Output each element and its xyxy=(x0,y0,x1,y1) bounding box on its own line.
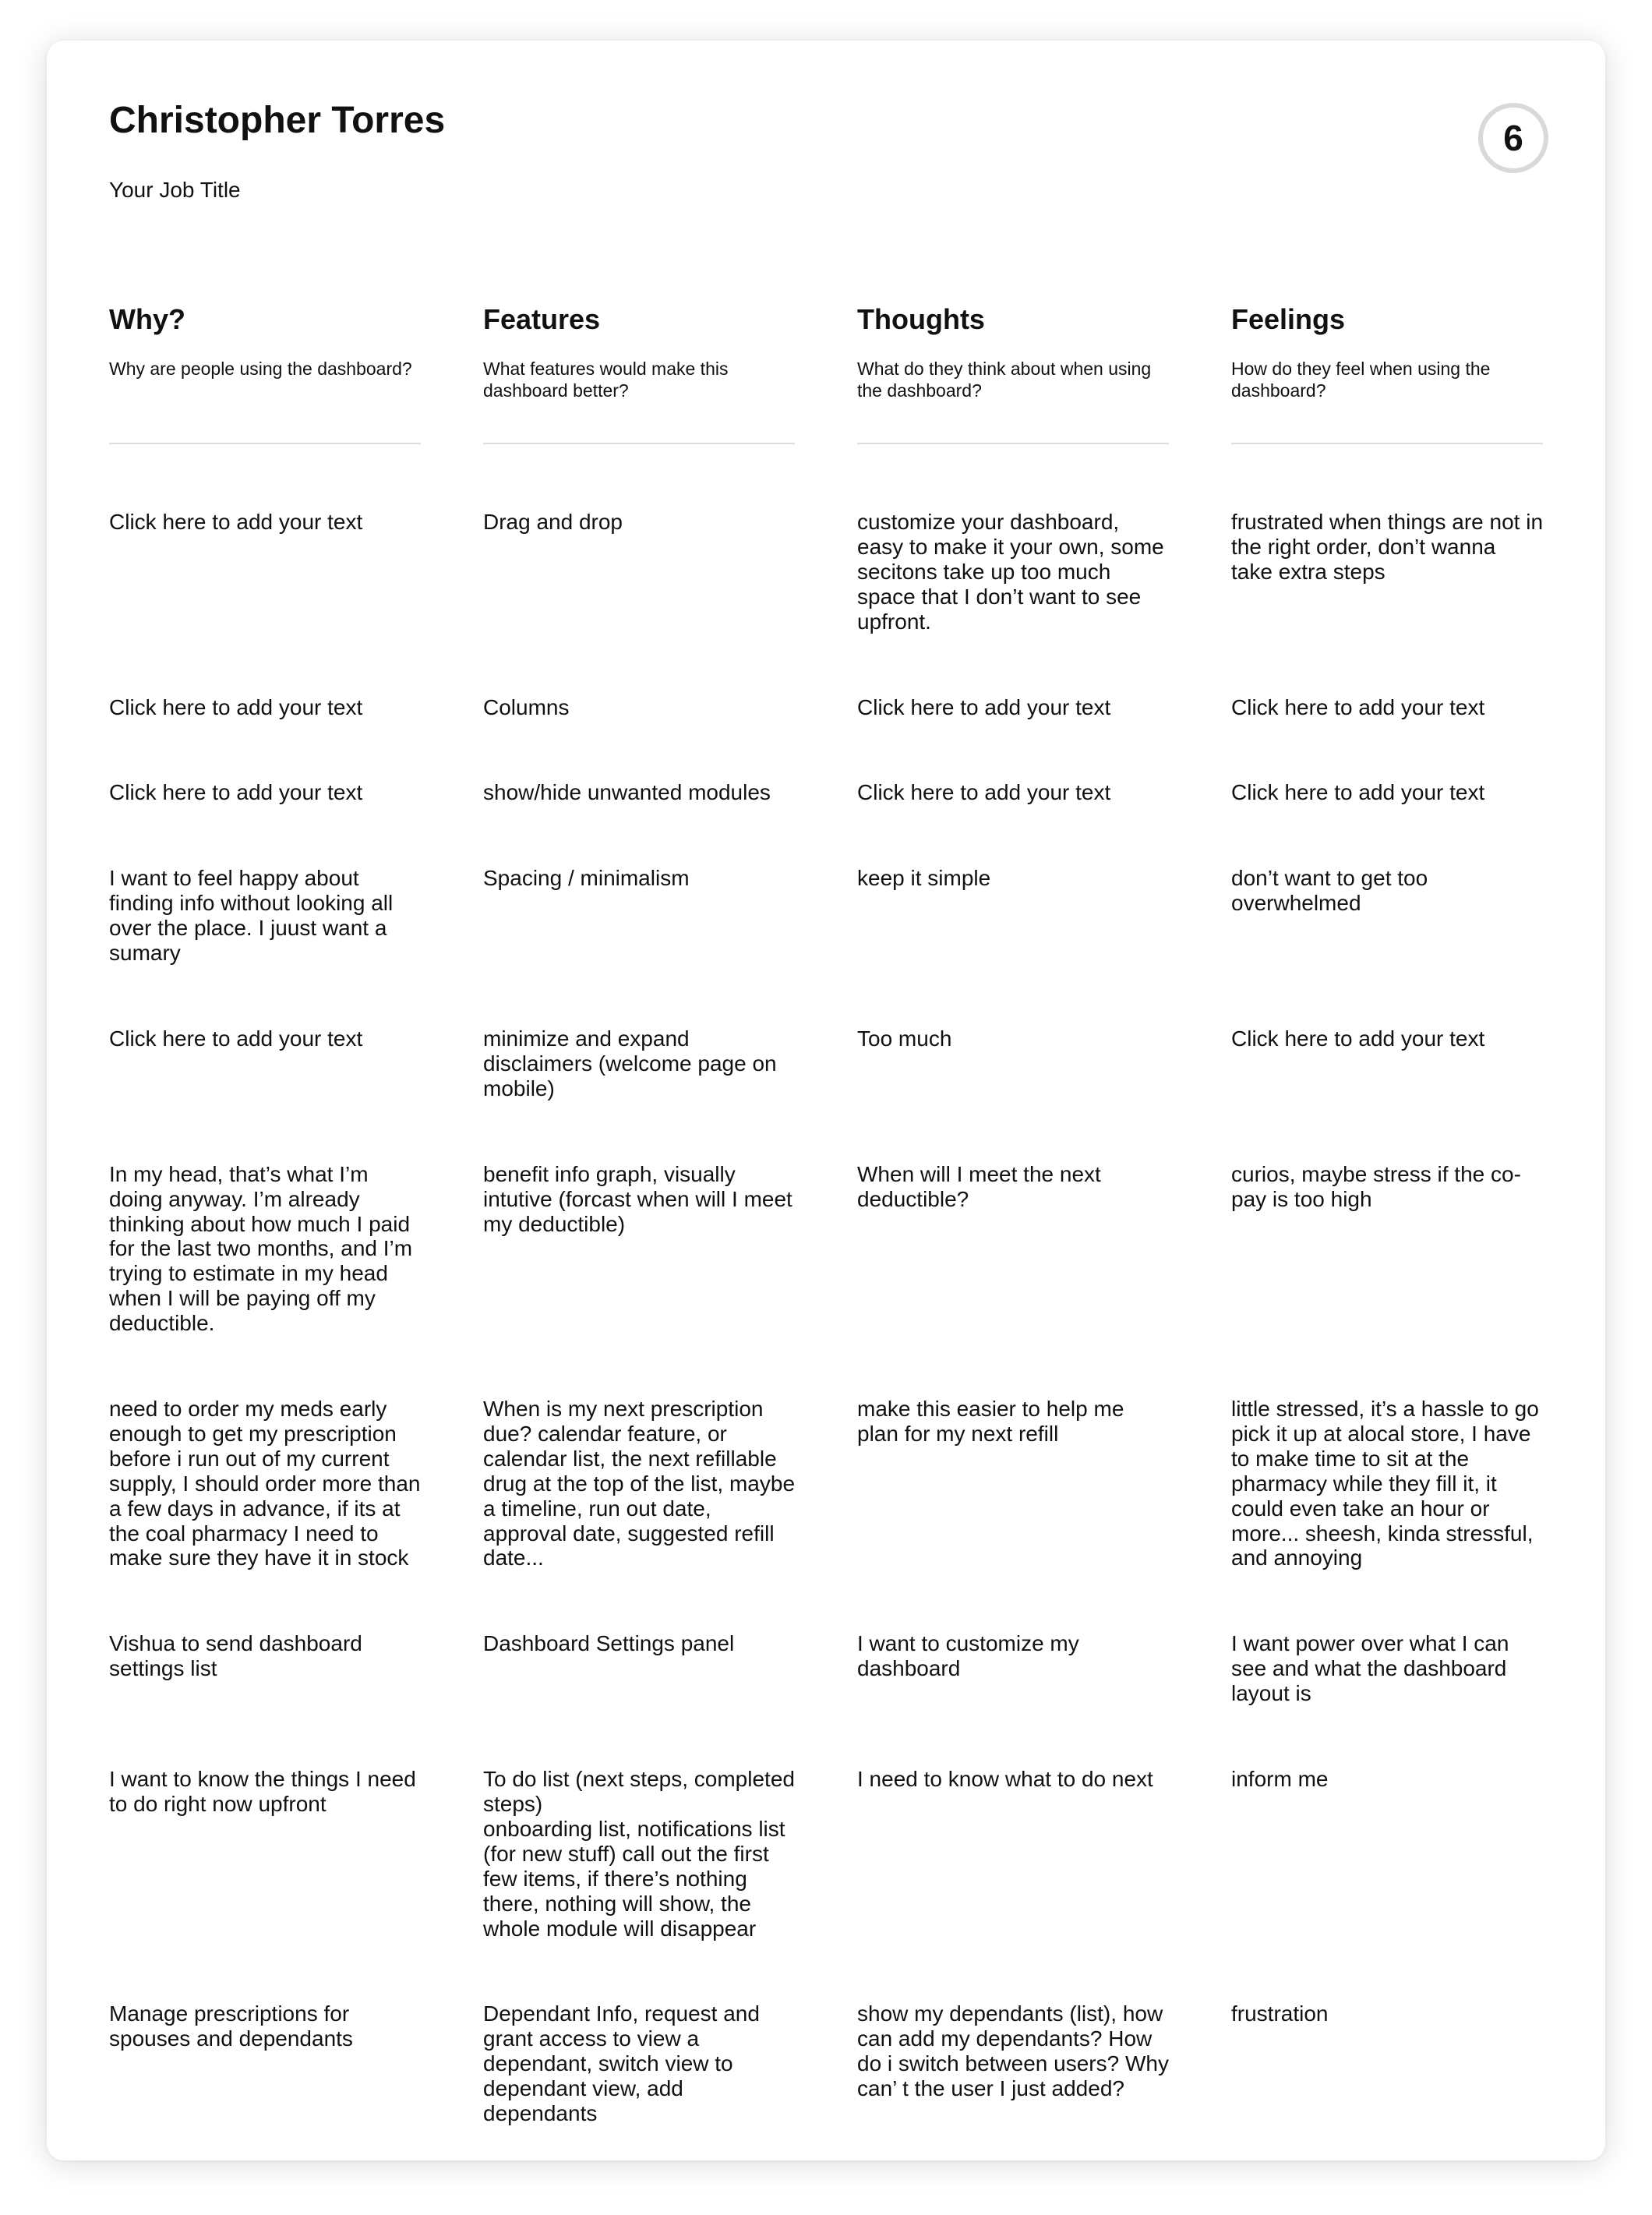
cell-features[interactable]: Columns xyxy=(483,694,570,719)
cell-features[interactable]: benefit info graph, visually intutive (forcast when will I meet my deductible) xyxy=(483,1161,792,1236)
cell-feelings[interactable]: I want power over what I can see and what the dashboard layout is xyxy=(1231,1631,1509,1706)
cell-features[interactable]: Drag and drop xyxy=(483,510,623,534)
cell-feelings[interactable]: Click here to add your text xyxy=(1231,780,1485,805)
cell-features[interactable]: Dependant Info, request and grant access to view a dependant, switch view to dependant view, add dependants xyxy=(483,2001,760,2126)
cell-thoughts[interactable]: Click here to add your text xyxy=(857,780,1111,805)
cell-feelings[interactable]: inform me xyxy=(1231,1767,1329,1792)
column-header-why xyxy=(109,265,421,444)
cell-thoughts[interactable]: show my dependants (list), how can add my dependants? How do i switch between users? Why can’ t the user I just added? xyxy=(857,2001,1169,2101)
cell-why[interactable]: Click here to add your text xyxy=(109,1026,363,1051)
cell-why[interactable]: Click here to add your text xyxy=(109,694,363,719)
column-title: Features xyxy=(483,303,601,335)
column-header-feelings xyxy=(1231,265,1543,444)
cell-features[interactable]: show/hide unwanted modules xyxy=(483,780,771,805)
empathy-grid xyxy=(109,265,1543,2126)
cell-thoughts[interactable]: Too much xyxy=(857,1026,952,1051)
column-subtitle: What features would make this dashboard better? xyxy=(483,359,729,401)
cell-why[interactable]: In my head, that’s what I’m doing anyway. I’m already thinking about how much I paid for the last two months, and I’m trying to estimate in my head when I will be paying off my deductible. xyxy=(109,1161,413,1336)
cell-feelings[interactable]: Click here to add your text xyxy=(1231,694,1485,719)
cell-thoughts[interactable]: I need to know what to do next xyxy=(857,1767,1153,1792)
persona-card xyxy=(47,41,1605,2160)
cell-feelings[interactable]: don’t want to get too overwhelmed xyxy=(1231,866,1428,916)
column-title: Why? xyxy=(109,303,185,335)
page-number-badge: 6 xyxy=(1478,103,1548,173)
cell-thoughts[interactable]: When will I meet the next deductible? xyxy=(857,1161,1101,1211)
column-header-features xyxy=(483,265,795,444)
cell-feelings[interactable]: Click here to add your text xyxy=(1231,1026,1485,1051)
cell-thoughts[interactable]: keep it simple xyxy=(857,866,991,891)
cell-feelings[interactable]: curios, maybe stress if the co-pay is too high xyxy=(1231,1161,1521,1211)
cell-features[interactable]: minimize and expand disclaimers (welcome page on mobile) xyxy=(483,1026,777,1100)
job-title[interactable]: Your Job Title xyxy=(109,178,241,202)
cell-features[interactable]: To do list (next steps, completed steps) onboarding list, notifications list (for new stuff) call out the first few items, if there’s nothing there, nothing will show, the whole module will disappear xyxy=(483,1767,795,1941)
column-subtitle: Why are people using the dashboard? xyxy=(109,359,412,380)
column-header-thoughts xyxy=(857,265,1169,444)
cell-thoughts[interactable]: customize your dashboard, easy to make it your own, some secitons take up too much space that I don’t want to see upfront. xyxy=(857,510,1164,634)
cell-why[interactable]: need to order my meds early enough to get my prescription before i run out of my current supply, I should order more than a few days in advance, if its at the coal pharmacy I need to make sure they have it in stock xyxy=(109,1397,421,1570)
cell-thoughts[interactable]: I want to customize my dashboard xyxy=(857,1631,1079,1681)
column-title: Feelings xyxy=(1231,303,1346,335)
cell-why[interactable]: Click here to add your text xyxy=(109,780,363,805)
cell-why[interactable]: Vishua to send dashboard settings list xyxy=(109,1631,362,1681)
cell-why[interactable]: I want to know the things I need to do right now upfront xyxy=(109,1767,416,1816)
column-subtitle: What do they think about when using the dashboard? xyxy=(857,359,1152,401)
cell-thoughts[interactable]: make this easier to help me plan for my next refill xyxy=(857,1397,1124,1446)
cell-why[interactable]: Manage prescriptions for spouses and dependants xyxy=(109,2001,353,2051)
persona-name[interactable]: Christopher Torres xyxy=(109,100,446,141)
cell-feelings[interactable]: little stressed, it’s a hassle to go pick it up at alocal store, I have to make time to sit at the pharmacy while they fill it, it could even take an hour or more... sheesh, kinda stressful, and annoying xyxy=(1231,1397,1539,1570)
cell-features[interactable]: When is my next prescription due? calendar feature, or calendar list, the next refillable drug at the top of the list, maybe a timeline, run out date, approval date, suggested refill date... xyxy=(483,1397,796,1570)
cell-feelings[interactable]: frustration xyxy=(1231,2001,1329,2026)
cell-why[interactable]: I want to feel happy about finding info without looking all over the place. I juust want a sumary xyxy=(109,866,394,966)
cell-why[interactable]: Click here to add your text xyxy=(109,510,363,534)
cell-thoughts[interactable]: Click here to add your text xyxy=(857,694,1111,719)
column-title: Thoughts xyxy=(857,303,985,335)
column-subtitle: How do they feel when using the dashboard? xyxy=(1231,359,1491,401)
cell-features[interactable]: Spacing / minimalism xyxy=(483,866,690,891)
cell-features[interactable]: Dashboard Settings panel xyxy=(483,1631,735,1656)
cell-feelings[interactable]: frustrated when things are not in the right order, don’t wanna take extra steps xyxy=(1231,510,1544,584)
